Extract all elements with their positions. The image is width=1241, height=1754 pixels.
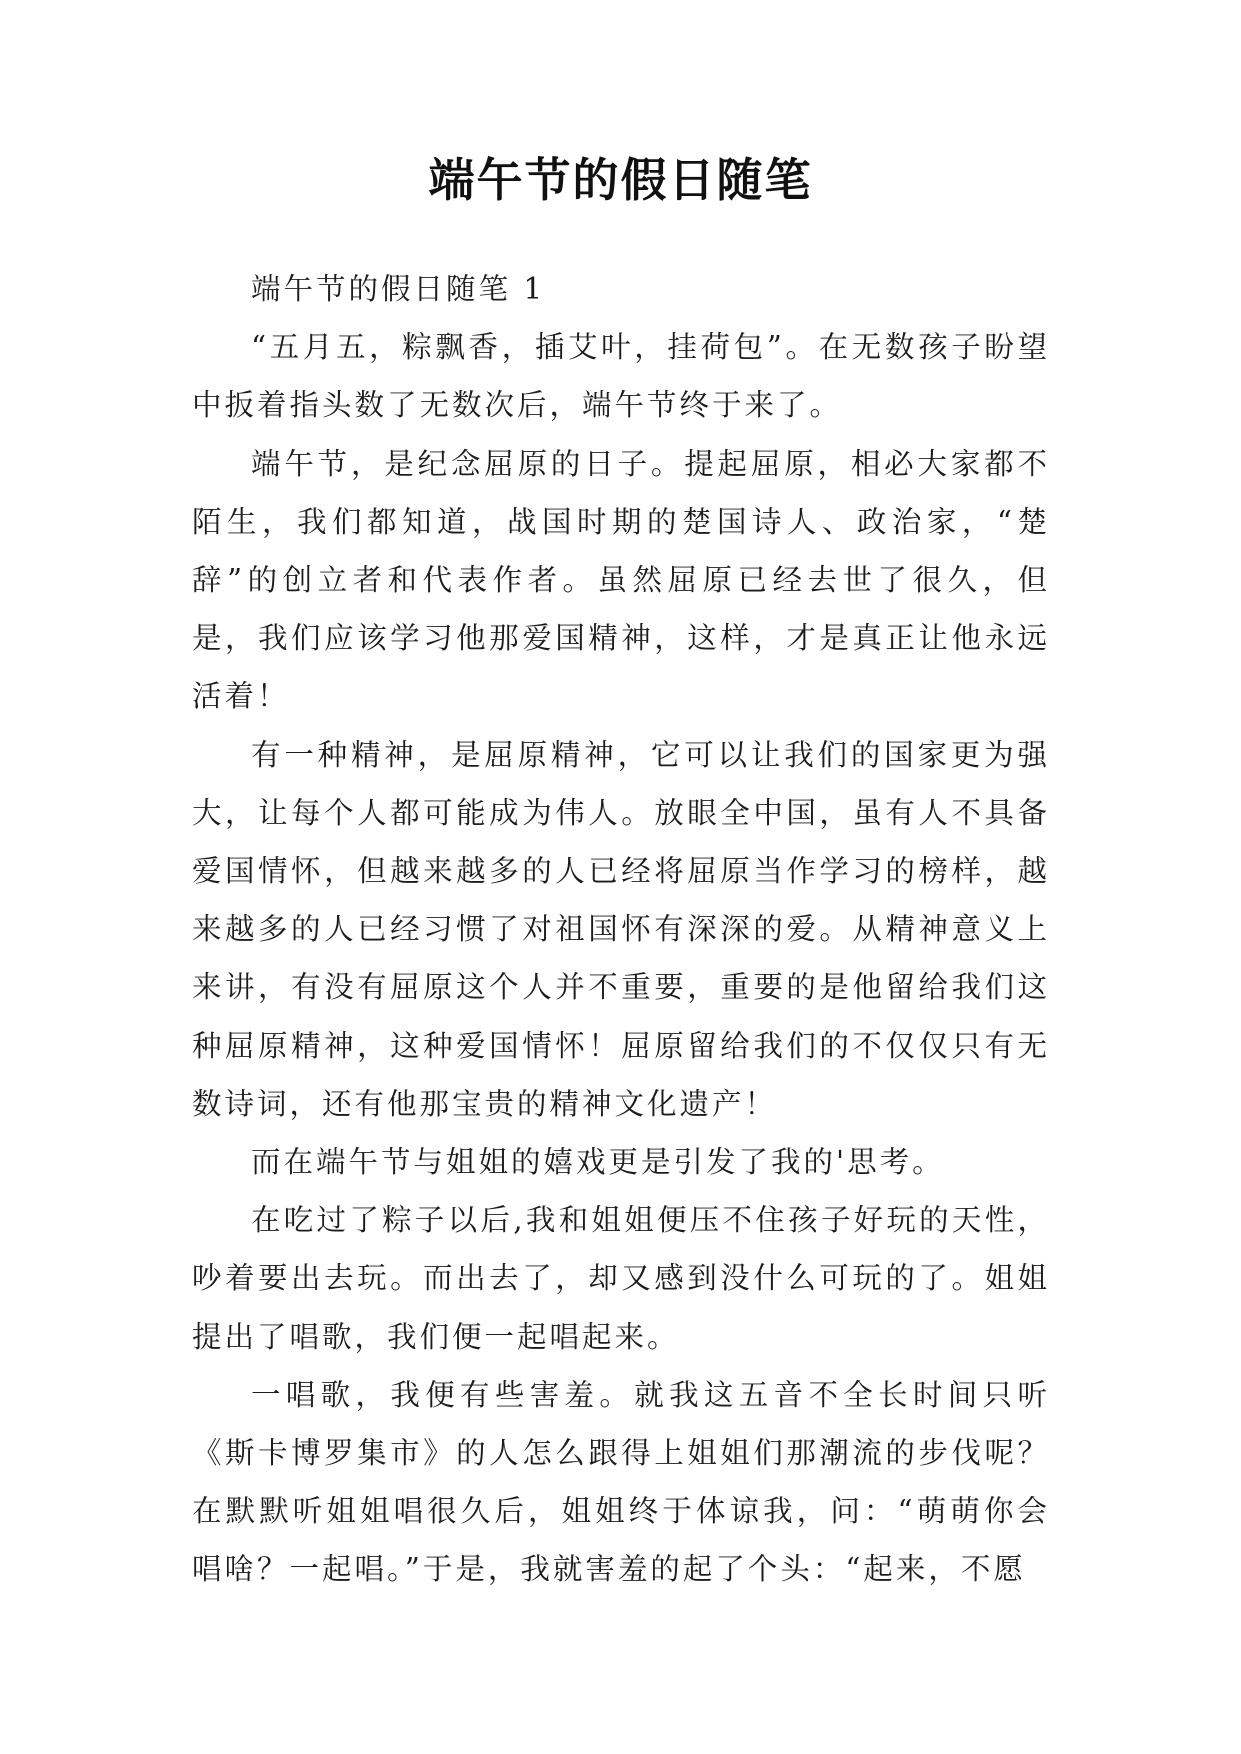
paragraph: 在吃过了粽子以后,我和姐姐便压不住孩子好玩的天性，吵着要出去玩。而出去了，却又感到没什么可玩的了。姐姐提出了唱歌，我们便一起唱起来。 xyxy=(192,1203,1050,1354)
paragraph: 而在端午节与姐姐的嬉戏更是引发了我的'思考。 xyxy=(251,1145,945,1180)
paragraph: 有一种精神，是屈原精神，它可以让我们的国家更为强大，让每个人都可能成为伟人。放眼全中国，虽有人不具备爱国情怀，但越来越多的人已经将屈原当作学习的榜样，越来越多的人已经习惯了对祖国怀有深深的爱。从精神意义上来讲，有没有屈原这个人并不重要，重要的是他留给我们这种屈原精神，这种爱国情怀！屈原留给我们的不仅仅只有无数诗词，还有他那宝贵的精神文化遗产！ xyxy=(192,737,1050,1121)
paragraph: 一唱歌，我便有些害羞。就我这五音不全长时间只听《斯卡博罗集市》的人怎么跟得上姐姐们那潮流的步伐呢？在默默听姐姐唱很久后，姐姐终于体谅我，问：“萌萌你会唱啥？一起唱。”于是，我就害羞的起了个头：“起来，不愿 xyxy=(192,1377,1050,1587)
document-body xyxy=(192,260,1050,1599)
document-title: 端午节的假日随笔 xyxy=(428,153,813,207)
paragraph: “五月五，粽飘香，插艾叶，挂荷包”。在无数孩子盼望中扳着指头数了无数次后，端午节终于来了。 xyxy=(192,330,1050,423)
paragraph: 端午节，是纪念屈原的日子。提起屈原，相必大家都不陌生，我们都知道，战国时期的楚国诗人、政治家，“楚辞”的创立者和代表作者。虽然屈原已经去世了很久，但是，我们应该学习他那爱国精神，这样，才是真正让他永远活着！ xyxy=(192,446,1050,714)
section-heading: 端午节的假日随笔 1 xyxy=(251,272,546,306)
